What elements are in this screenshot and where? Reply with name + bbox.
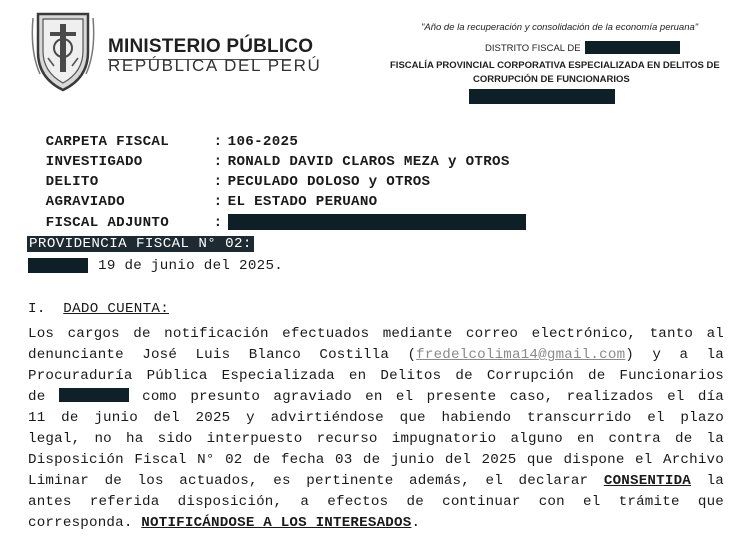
body-line: corresponda. NOTIFICÁNDOSE A LOS INTERESADOS. [28,515,421,531]
ministerio-publico-seal-icon [30,8,96,94]
country-name: REPÚBLICA DEL PERÚ [108,56,322,75]
field-value: RONALD DAVID CLAROS MEZA y OTROS [227,154,510,170]
field-fiscal-adjunto: FISCAL ADJUNTO : [28,198,526,231]
body-line: legal, no ha sido interpuesto recurso impugnatorio alguno en contra de la [28,431,724,447]
office-name-line2: CORRUPCIÓN DE FUNCIONARIOS [473,74,630,85]
providencia-date: 19 de junio del 2025. [98,258,284,274]
section-title: DADO CUENTA: [63,301,170,317]
redaction-bar [59,388,129,402]
body-line: Procuraduría Pública Especializada en Delitos de Corrupción de Funcionarios [28,368,724,384]
institution-name: MINISTERIO PÚBLICO [108,36,314,57]
body-line: de como presunto agraviado en el presente caso, realizados el día [28,389,724,405]
field-carpeta-fiscal: CARPETA FISCAL : 106-2025 [45,134,299,150]
section-number: I. [28,301,46,317]
field-agraviado: AGRAVIADO : EL ESTADO PERUANO [45,194,378,210]
field-label: CARPETA FISCAL [45,134,170,150]
field-investigado: INVESTIGADO : RONALD DAVID CLAROS MEZA y OTROS [45,154,510,170]
field-label: INVESTIGADO [45,154,143,170]
providencia-title: PROVIDENCIA FISCAL N° 02: [29,236,252,252]
field-delito: DELITO : PECULADO DOLOSO y OTROS [45,174,431,190]
field-value: 106-2025 [227,134,299,150]
body-paragraph [28,324,724,534]
field-label: AGRAVIADO [45,194,125,210]
field-label: DELITO [45,174,99,190]
email-link[interactable]: fredelcolima14@gmail.com [416,347,626,363]
consentida-emphasis: CONSENTIDA [603,473,691,489]
redaction-bar [469,89,615,104]
redaction-bar [28,258,88,273]
office-name-line1: FISCALÍA PROVINCIAL CORPORATIVA ESPECIALIZADA EN DELITOS DE [390,60,720,71]
field-value: PECULADO DOLOSO y OTROS [227,174,431,190]
redaction-bar [585,41,680,54]
body-line: antes referida disposición, a efectos de continuar con el trámite que [28,494,724,510]
section-heading [28,301,169,317]
body-line: denunciante José Luis Blanco Costilla (fredelcolima14@gmail.com) y a la [28,347,724,363]
year-motto: "Año de la recuperación y consolidación de la economía peruana" [421,22,699,33]
body-line: Los cargos de notificación efectuados mediante correo electrónico, tanto al [28,326,724,342]
body-line: Disposición Fiscal N° 02 de fecha 03 de junio del 2025 que dispone el Archivo [28,452,724,468]
district-label: DISTRITO FISCAL DE [485,43,581,54]
body-line: Liminar de los actuados, es pertinente además, el declarar CONSENTIDA la [28,473,725,489]
redaction-bar [228,214,526,230]
body-line: 11 de junio del 2025 y advirtiéndose que habiendo transcurrido el plazo [28,410,724,426]
field-label: FISCAL ADJUNTO [45,214,170,231]
notification-emphasis: NOTIFICÁNDOSE A LOS INTERESADOS [141,515,412,531]
field-value: EL ESTADO PERUANO [227,194,378,210]
